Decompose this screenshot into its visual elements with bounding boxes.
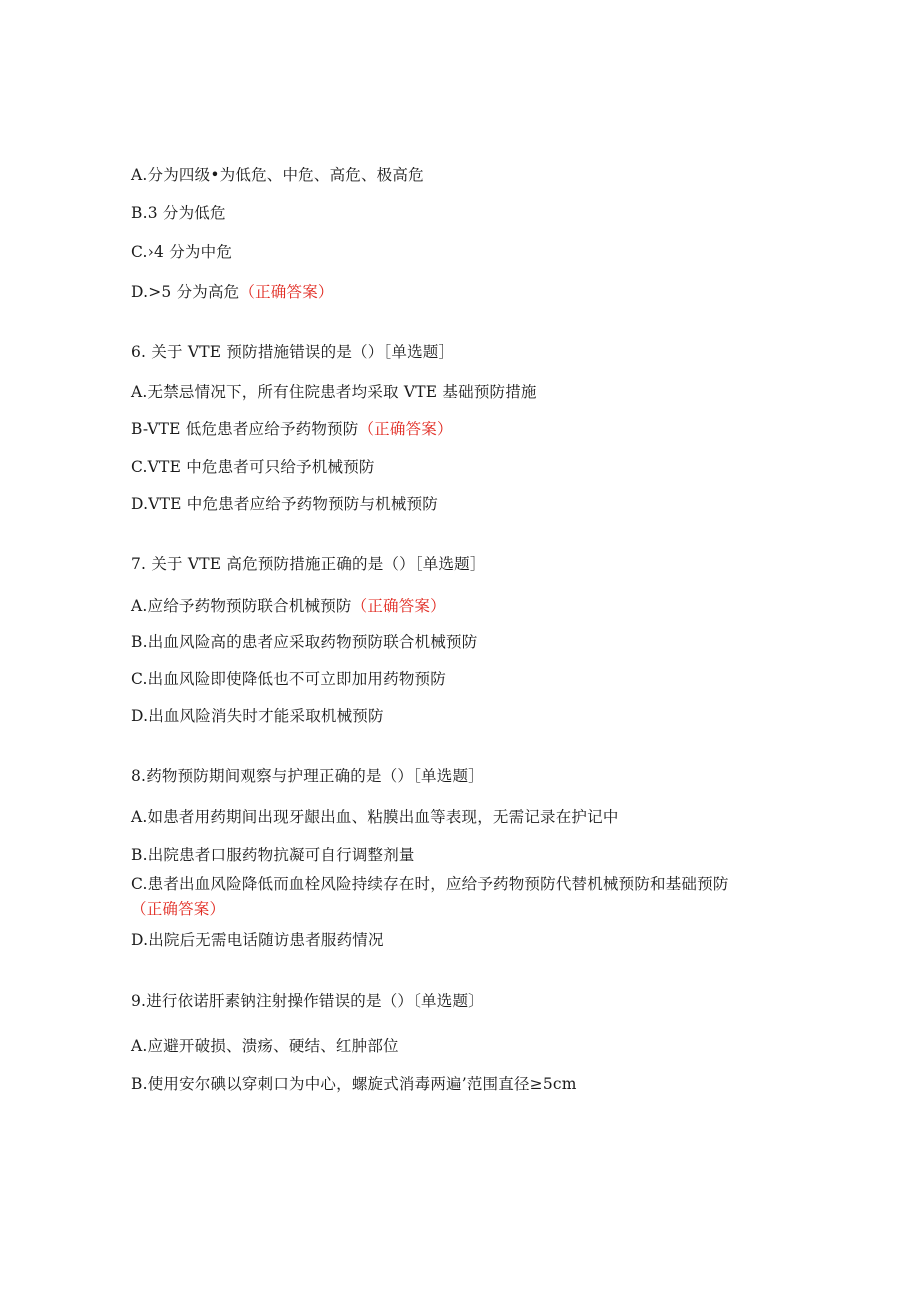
- correct-answer-mark: （正确答案）: [351, 597, 446, 615]
- correct-answer-mark: （正确答案）: [131, 900, 226, 918]
- q7-option-d: D.出血风险消失时才能采取机械预防: [131, 707, 384, 725]
- q7-option-a: [131, 596, 446, 616]
- q6-option-b: [131, 419, 453, 439]
- q5-option-a: A.分为四级•为低危、中危、高危、极高危: [131, 166, 424, 184]
- option-text: A.应给予药物预防联合机械预防: [131, 597, 352, 615]
- q6-stem: 6. 关于 VTE 预防措施错误的是（）［单选题］: [131, 343, 455, 361]
- q7-stem: 7. 关于 VTE 高危预防措施正确的是（）［单选题］: [131, 555, 486, 573]
- option-text: B-VTE 低危患者应给予药物预防: [131, 420, 359, 438]
- correct-answer-mark: （正确答案）: [358, 420, 453, 438]
- q8-option-a: A.如患者用药期间出现牙龈出血、粘膜出血等表现，无需记录在护记中: [131, 808, 619, 826]
- q7-option-b: B.出血风险高的患者应采取药物预防联合机械预防: [131, 633, 478, 651]
- q8-option-d: D.出院后无需电话随访患者服药情况: [131, 931, 384, 949]
- q9-option-a: A.应避开破损、溃疡、硬结、红肿部位: [131, 1037, 399, 1055]
- q6-option-c: C.VTE 中危患者可只给予机械预防: [131, 458, 375, 476]
- q6-option-a: A.无禁忌情况下，所有住院患者均采取 VTE 基础预防措施: [131, 383, 537, 401]
- correct-answer-mark: （正确答案）: [239, 283, 334, 301]
- q8-option-c: C.患者出血风险降低而血栓风险持续存在时，应给予药物预防代替机械预防和基础预防: [131, 875, 729, 893]
- q5-option-d: [131, 282, 334, 302]
- q9-option-b: B.使用安尔碘以穿刺口为中心，螺旋式消毒两遍’范围直径≥5cm: [131, 1075, 577, 1093]
- q6-option-d: D.VTE 中危患者应给予药物预防与机械预防: [131, 495, 438, 513]
- q9-stem: 9.进行依诺肝素钠注射操作错误的是（）〔单选题〕: [131, 992, 484, 1010]
- option-text: D.>5 分为高危: [131, 283, 240, 301]
- q8-option-b: B.出院患者口服药物抗凝可自行调整剂量: [131, 846, 415, 864]
- q5-option-c: C.›4 分为中危: [131, 243, 233, 261]
- q5-option-b: B.3 分为低危: [131, 204, 226, 222]
- q7-option-c: C.出血风险即使降低也不可立即加用药物预防: [131, 670, 446, 688]
- q8-stem: 8.药物预防期间观察与护理正确的是（）［单选题］: [131, 767, 484, 785]
